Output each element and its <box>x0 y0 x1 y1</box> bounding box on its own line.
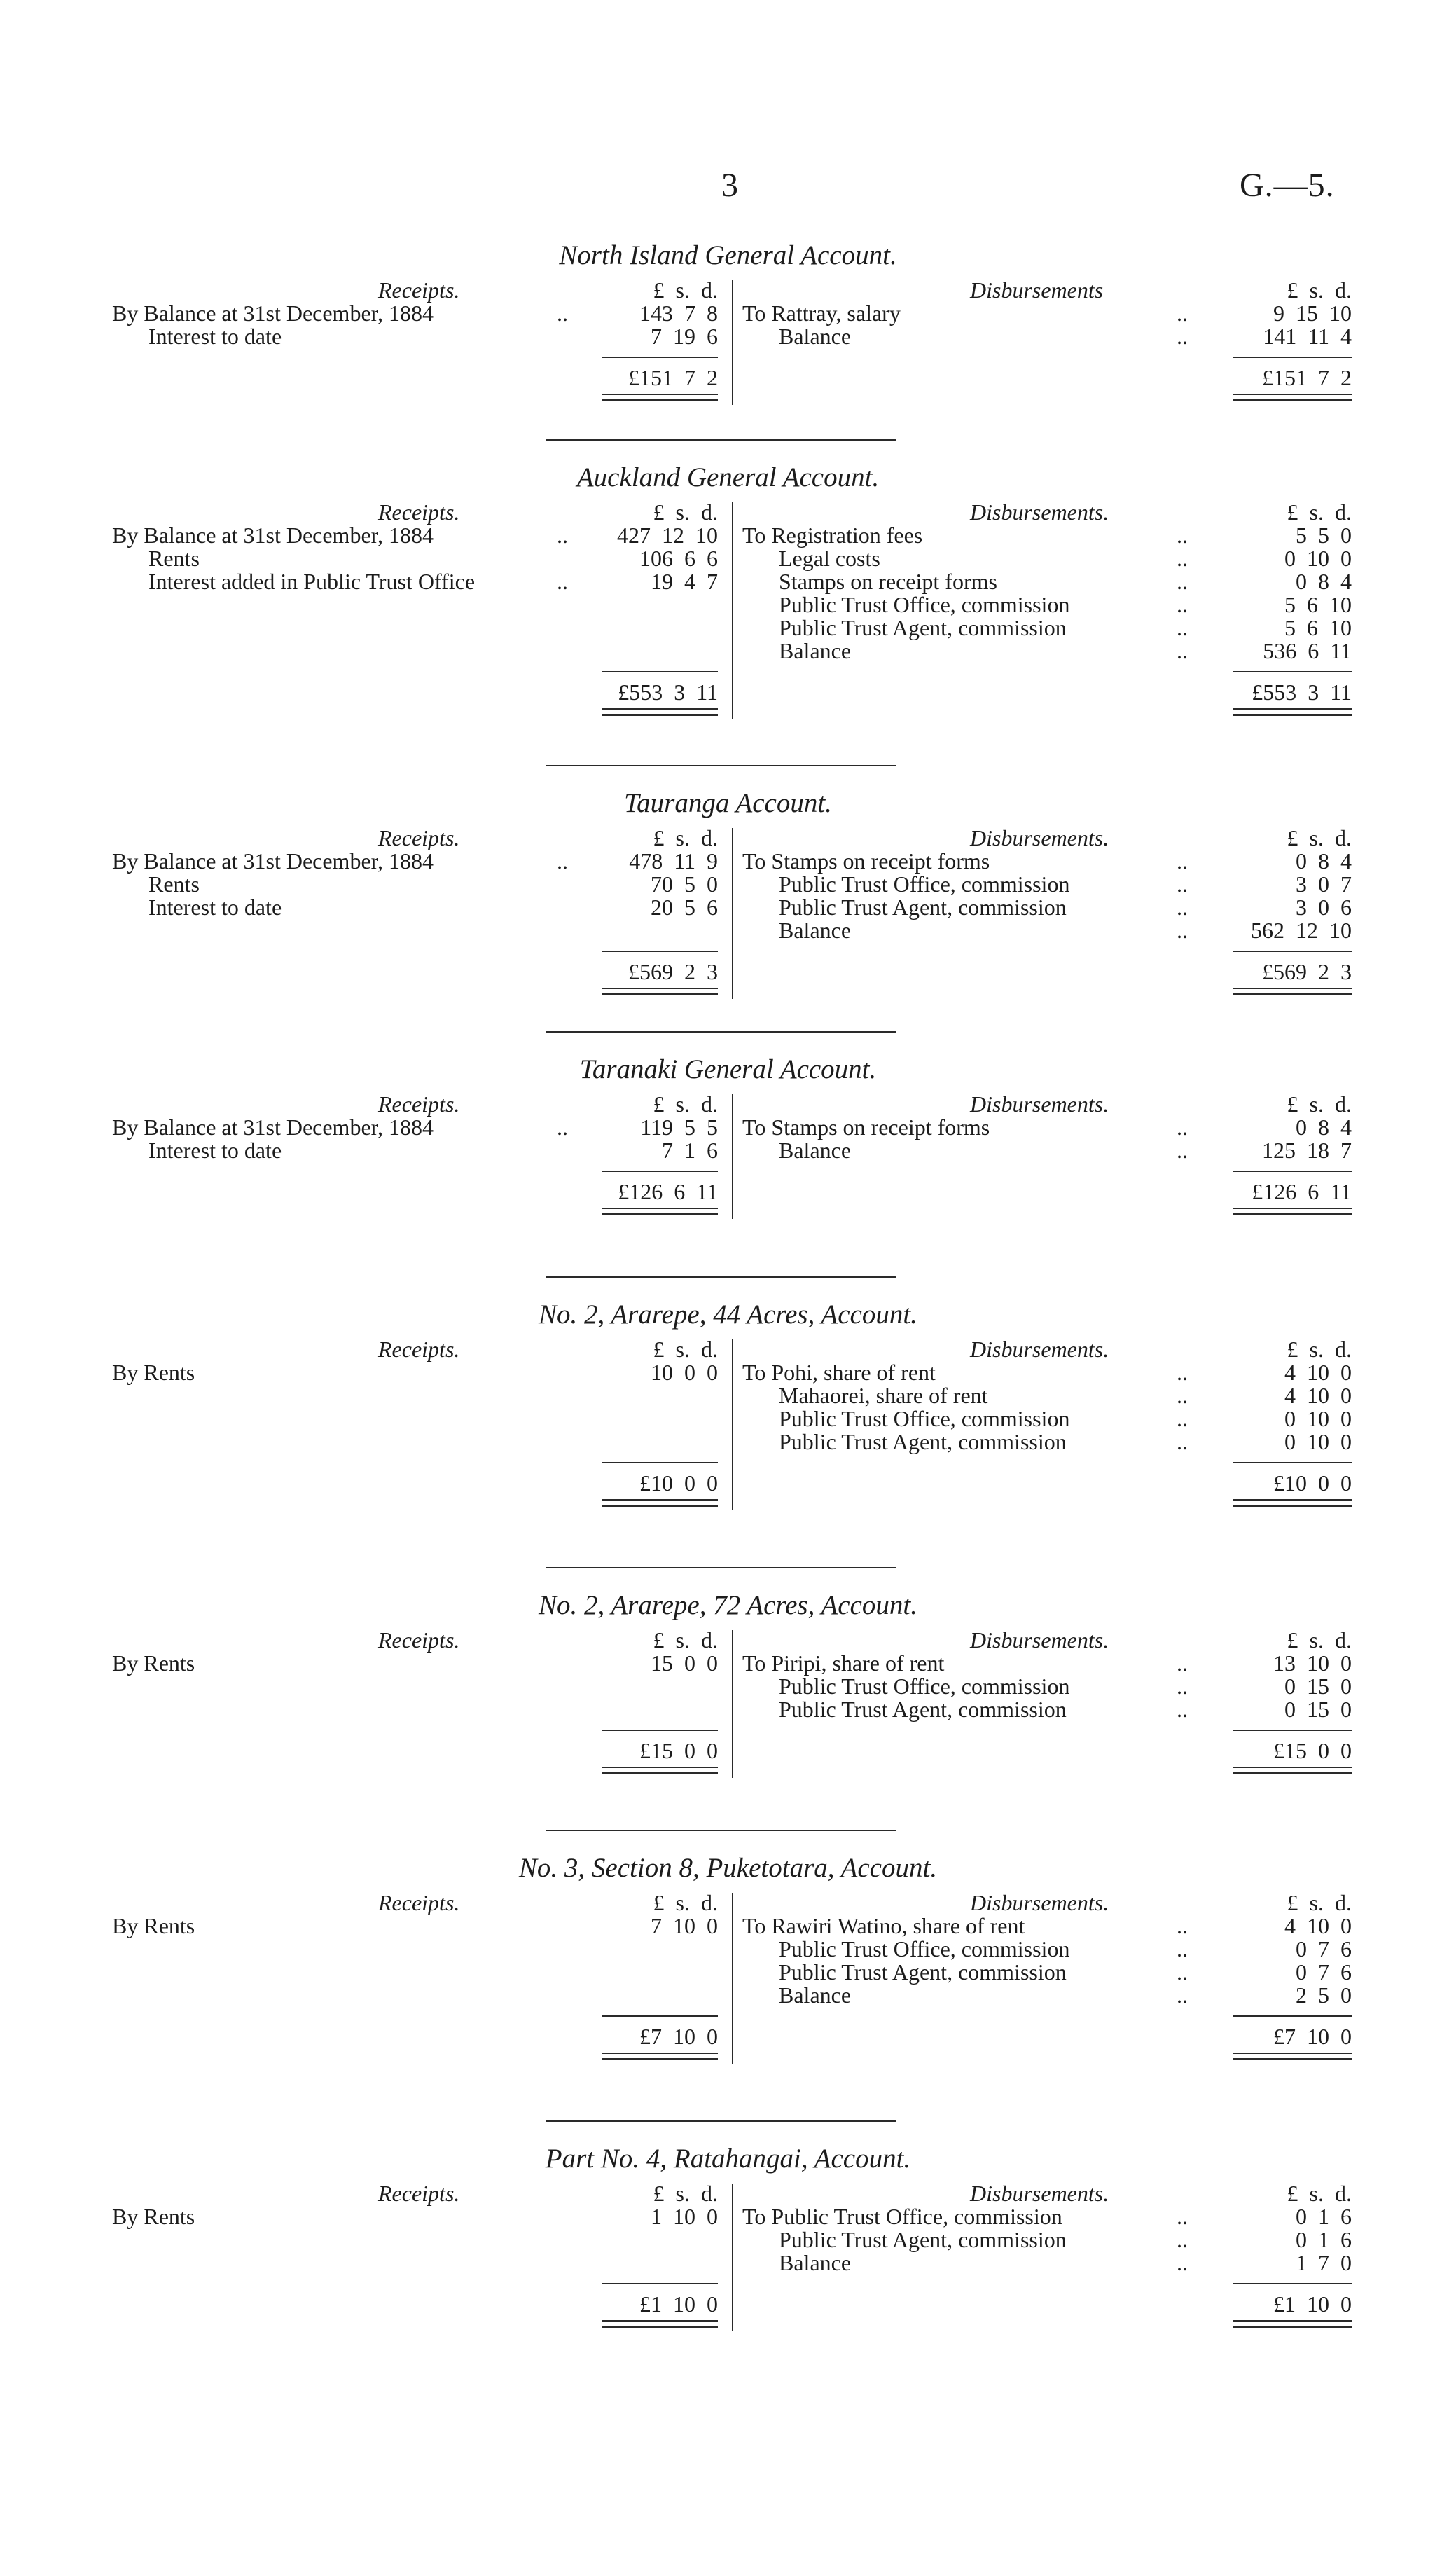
disbursement-amount: 0 8 4 <box>1296 569 1352 594</box>
receipts-double-rule <box>602 1767 718 1774</box>
disbursements-total-rule <box>1233 1730 1352 1731</box>
disbursement-label: Balance <box>779 918 852 943</box>
receipt-leader-dots: .. <box>557 523 568 548</box>
receipts-double-rule <box>602 988 718 995</box>
disbursement-leader-dots: .. <box>1177 523 1188 548</box>
disbursements-heading: Disbursements. <box>970 1627 1109 1653</box>
disbursement-leader-dots: .. <box>1177 638 1188 663</box>
disbursement-label: Public Trust Office, commission <box>779 592 1070 617</box>
disbursements-money-header: £ s. d. <box>1287 1890 1352 1915</box>
disbursements-total-rule <box>1233 2283 1352 2284</box>
disbursement-amount: 5 6 10 <box>1284 592 1352 617</box>
disbursements-double-rule <box>1233 2320 1352 2328</box>
receipts-double-rule <box>602 708 718 716</box>
disbursement-amount: 13 10 0 <box>1273 1650 1352 1676</box>
disbursement-amount: 0 1 6 <box>1296 2227 1352 2252</box>
account-block <box>0 1590 1456 1874</box>
receipts-double-rule <box>602 2320 718 2328</box>
column-divider <box>732 828 733 999</box>
disbursement-label: Mahaorei, share of rent <box>779 1383 988 1408</box>
disbursement-leader-dots: .. <box>1177 1936 1188 1961</box>
disbursement-amount: 562 12 10 <box>1251 918 1352 943</box>
disbursements-total: £126 6 11 <box>1252 1179 1352 1204</box>
receipts-double-rule <box>602 394 718 401</box>
receipt-amount: 7 10 0 <box>651 1913 718 1938</box>
disbursements-money-header: £ s. d. <box>1287 2181 1352 2206</box>
column-divider <box>732 502 733 719</box>
receipts-double-rule <box>602 1499 718 1507</box>
receipt-label: Interest to date <box>148 1138 282 1163</box>
receipts-total-rule <box>602 951 718 952</box>
receipts-money-header: £ s. d. <box>653 1890 718 1915</box>
column-divider <box>732 1893 733 2064</box>
disbursement-label: To Pohi, share of rent <box>742 1360 936 1385</box>
receipts-heading: Receipts. <box>378 1337 460 1362</box>
disbursement-leader-dots: .. <box>1177 1674 1188 1699</box>
column-divider <box>732 2184 733 2331</box>
disbursements-heading: Disbursements. <box>970 499 1109 525</box>
receipt-amount: 15 0 0 <box>651 1650 718 1676</box>
receipts-total: £569 2 3 <box>628 959 718 984</box>
disbursements-money-header: £ s. d. <box>1287 499 1352 525</box>
disbursements-total-rule <box>1233 671 1352 672</box>
receipt-amount: 143 7 8 <box>639 301 718 326</box>
receipt-label: By Rents <box>112 1360 195 1385</box>
receipt-amount: 7 19 6 <box>651 324 718 349</box>
disbursement-amount: 4 10 0 <box>1284 1360 1352 1385</box>
receipts-heading: Receipts. <box>378 2181 460 2206</box>
disbursements-heading: Disbursements <box>970 277 1104 303</box>
receipt-amount: 1 10 0 <box>651 2204 718 2229</box>
receipts-total-rule <box>602 1171 718 1172</box>
disbursements-double-rule <box>1233 708 1352 716</box>
disbursement-leader-dots: .. <box>1177 848 1188 874</box>
receipts-total-rule <box>602 671 718 672</box>
disbursement-label: Balance <box>779 638 852 663</box>
receipt-label: By Balance at 31st December, 1884 <box>112 848 434 874</box>
disbursement-leader-dots: .. <box>1177 1959 1188 1985</box>
disbursement-label: Balance <box>779 324 852 349</box>
disbursement-label: To Rattray, salary <box>742 301 901 326</box>
receipts-money-header: £ s. d. <box>653 2181 718 2206</box>
disbursement-label: Public Trust Office, commission <box>779 871 1070 897</box>
disbursements-heading: Disbursements. <box>970 2181 1109 2206</box>
column-divider <box>732 280 733 405</box>
disbursement-leader-dots: .. <box>1177 324 1188 349</box>
disbursements-heading: Disbursements. <box>970 1091 1109 1117</box>
receipts-money-header: £ s. d. <box>653 1091 718 1117</box>
disbursement-amount: 2 5 0 <box>1296 1982 1352 2008</box>
disbursements-money-header: £ s. d. <box>1287 1627 1352 1653</box>
receipts-total: £1 10 0 <box>639 2291 718 2317</box>
receipts-total-rule <box>602 1462 718 1463</box>
disbursement-amount: 0 15 0 <box>1284 1674 1352 1699</box>
account-title: No. 2, Ararepe, 44 Acres, Account. <box>539 1299 917 1330</box>
receipt-amount: 427 12 10 <box>617 523 718 548</box>
disbursement-leader-dots: .. <box>1177 1982 1188 2008</box>
disbursement-leader-dots: .. <box>1177 1138 1188 1163</box>
receipt-label: By Balance at 31st December, 1884 <box>112 301 434 326</box>
disbursements-total-rule <box>1233 357 1352 358</box>
disbursement-label: Balance <box>779 2250 852 2275</box>
section-separator <box>546 1031 896 1033</box>
disbursement-amount: 536 6 11 <box>1263 638 1352 663</box>
account-block <box>0 462 1456 746</box>
section-separator <box>546 1276 896 1278</box>
account-block <box>0 1853 1456 2137</box>
disbursement-leader-dots: .. <box>1177 569 1188 594</box>
document-reference: G.—5. <box>1240 167 1335 204</box>
disbursements-total: £7 10 0 <box>1273 2024 1352 2049</box>
receipt-leader-dots: .. <box>557 569 568 594</box>
receipts-total: £126 6 11 <box>618 1179 718 1204</box>
section-separator <box>546 1567 896 1568</box>
receipts-double-rule <box>602 1208 718 1215</box>
receipt-amount: 10 0 0 <box>651 1360 718 1385</box>
disbursement-leader-dots: .. <box>1177 1913 1188 1938</box>
disbursement-amount: 3 0 7 <box>1296 871 1352 897</box>
disbursement-label: Public Trust Office, commission <box>779 1674 1070 1699</box>
receipts-money-header: £ s. d. <box>653 1337 718 1362</box>
receipt-amount: 7 1 6 <box>662 1138 718 1163</box>
disbursement-label: Legal costs <box>779 546 880 571</box>
disbursement-leader-dots: .. <box>1177 871 1188 897</box>
disbursement-label: To Public Trust Office, commission <box>742 2204 1062 2229</box>
disbursement-amount: 0 8 4 <box>1296 848 1352 874</box>
receipts-total: £151 7 2 <box>628 365 718 390</box>
receipts-heading: Receipts. <box>378 277 460 303</box>
receipt-amount: 20 5 6 <box>651 895 718 920</box>
receipts-money-header: £ s. d. <box>653 277 718 303</box>
disbursements-double-rule <box>1233 394 1352 401</box>
disbursement-leader-dots: .. <box>1177 1697 1188 1722</box>
receipts-total: £10 0 0 <box>639 1470 718 1496</box>
disbursement-leader-dots: .. <box>1177 1383 1188 1408</box>
account-title: Auckland General Account. <box>576 462 880 492</box>
disbursements-money-header: £ s. d. <box>1287 1337 1352 1362</box>
disbursement-leader-dots: .. <box>1177 895 1188 920</box>
disbursements-total: £15 0 0 <box>1273 1738 1352 1763</box>
receipts-total-rule <box>602 1730 718 1731</box>
disbursement-leader-dots: .. <box>1177 1650 1188 1676</box>
account-title: No. 2, Ararepe, 72 Acres, Account. <box>539 1590 917 1620</box>
disbursements-total-rule <box>1233 2015 1352 2017</box>
disbursements-heading: Disbursements. <box>970 825 1109 850</box>
disbursement-amount: 0 7 6 <box>1296 1936 1352 1961</box>
account-block <box>0 788 1456 1072</box>
disbursement-label: Balance <box>779 1138 852 1163</box>
receipt-label: By Rents <box>112 2204 195 2229</box>
disbursements-double-rule <box>1233 2053 1352 2060</box>
receipts-total: £7 10 0 <box>639 2024 718 2049</box>
receipts-money-header: £ s. d. <box>653 499 718 525</box>
disbursement-leader-dots: .. <box>1177 918 1188 943</box>
receipt-amount: 19 4 7 <box>651 569 718 594</box>
disbursement-amount: 0 10 0 <box>1284 546 1352 571</box>
disbursement-leader-dots: .. <box>1177 615 1188 640</box>
disbursements-total: £10 0 0 <box>1273 1470 1352 1496</box>
disbursement-label: To Stamps on receipt forms <box>742 848 990 874</box>
section-separator <box>546 765 896 766</box>
disbursement-leader-dots: .. <box>1177 1406 1188 1431</box>
disbursement-leader-dots: .. <box>1177 2227 1188 2252</box>
receipts-total: £553 3 11 <box>618 680 718 705</box>
disbursement-amount: 0 1 6 <box>1296 2204 1352 2229</box>
disbursement-label: To Registration fees <box>742 523 923 548</box>
account-block <box>0 1299 1456 1583</box>
disbursements-money-header: £ s. d. <box>1287 1091 1352 1117</box>
receipts-money-header: £ s. d. <box>653 825 718 850</box>
receipts-money-header: £ s. d. <box>653 1627 718 1653</box>
disbursement-label: Public Trust Agent, commission <box>779 1429 1067 1454</box>
disbursements-double-rule <box>1233 1499 1352 1507</box>
receipts-double-rule <box>602 2053 718 2060</box>
disbursement-amount: 3 0 6 <box>1296 895 1352 920</box>
disbursement-leader-dots: .. <box>1177 592 1188 617</box>
receipt-amount: 119 5 5 <box>640 1115 718 1140</box>
receipt-label: Interest to date <box>148 324 282 349</box>
receipt-amount: 478 11 9 <box>629 848 718 874</box>
receipt-label: By Balance at 31st December, 1884 <box>112 1115 434 1140</box>
disbursement-label: Public Trust Office, commission <box>779 1936 1070 1961</box>
disbursement-label: To Stamps on receipt forms <box>742 1115 990 1140</box>
account-title: Part No. 4, Ratahangai, Account. <box>545 2144 911 2174</box>
receipt-label: Rents <box>148 871 200 897</box>
disbursements-total: £553 3 11 <box>1252 680 1352 705</box>
receipts-heading: Receipts. <box>378 1091 460 1117</box>
receipt-leader-dots: .. <box>557 848 568 874</box>
receipt-label: Interest to date <box>148 895 282 920</box>
disbursements-total-rule <box>1233 1462 1352 1463</box>
disbursements-total: £1 10 0 <box>1273 2291 1352 2317</box>
disbursement-amount: 5 6 10 <box>1284 615 1352 640</box>
disbursements-total: £151 7 2 <box>1262 365 1352 390</box>
disbursement-leader-dots: .. <box>1177 1360 1188 1385</box>
receipt-amount: 106 6 6 <box>639 546 718 571</box>
column-divider <box>732 1094 733 1219</box>
disbursement-amount: 9 15 10 <box>1273 301 1352 326</box>
receipts-heading: Receipts. <box>378 499 460 525</box>
receipts-total-rule <box>602 2283 718 2284</box>
disbursements-total-rule <box>1233 1171 1352 1172</box>
disbursement-amount: 5 5 0 <box>1296 523 1352 548</box>
receipt-label: Rents <box>148 546 200 571</box>
receipt-amount: 70 5 0 <box>651 871 718 897</box>
receipt-label: By Balance at 31st December, 1884 <box>112 523 434 548</box>
disbursement-amount: 0 7 6 <box>1296 1959 1352 1985</box>
disbursement-amount: 1 7 0 <box>1296 2250 1352 2275</box>
receipt-label: By Rents <box>112 1650 195 1676</box>
disbursement-label: To Piripi, share of rent <box>742 1650 945 1676</box>
disbursement-label: To Rawiri Watino, share of rent <box>742 1913 1025 1938</box>
disbursements-double-rule <box>1233 1767 1352 1774</box>
disbursements-double-rule <box>1233 1208 1352 1215</box>
receipts-heading: Receipts. <box>378 1890 460 1915</box>
section-separator <box>546 1830 896 1831</box>
disbursement-label: Public Trust Agent, commission <box>779 1697 1067 1722</box>
disbursement-amount: 0 10 0 <box>1284 1429 1352 1454</box>
receipt-leader-dots: .. <box>557 1115 568 1140</box>
disbursements-total-rule <box>1233 951 1352 952</box>
receipt-label: By Rents <box>112 1913 195 1938</box>
disbursement-amount: 0 15 0 <box>1284 1697 1352 1722</box>
receipts-total-rule <box>602 2015 718 2017</box>
receipt-label: Interest added in Public Trust Office <box>148 569 476 594</box>
receipts-total: £15 0 0 <box>639 1738 718 1763</box>
disbursement-label: Public Trust Agent, commission <box>779 1959 1067 1985</box>
receipts-heading: Receipts. <box>378 825 460 850</box>
disbursement-leader-dots: .. <box>1177 1429 1188 1454</box>
receipt-leader-dots: .. <box>557 301 568 326</box>
disbursements-heading: Disbursements. <box>970 1890 1109 1915</box>
disbursement-leader-dots: .. <box>1177 301 1188 326</box>
disbursement-label: Public Trust Agent, commission <box>779 2227 1067 2252</box>
account-block <box>0 2144 1456 2427</box>
disbursements-double-rule <box>1233 988 1352 995</box>
disbursements-money-header: £ s. d. <box>1287 825 1352 850</box>
receipts-total-rule <box>602 357 718 358</box>
column-divider <box>732 1339 733 1510</box>
disbursement-amount: 125 18 7 <box>1262 1138 1352 1163</box>
disbursement-amount: 0 8 4 <box>1296 1115 1352 1140</box>
account-title: Tauranga Account. <box>624 788 832 818</box>
disbursement-label: Stamps on receipt forms <box>779 569 997 594</box>
disbursement-leader-dots: .. <box>1177 2204 1188 2229</box>
account-block <box>0 1054 1456 1338</box>
disbursement-label: Public Trust Office, commission <box>779 1406 1070 1431</box>
disbursement-amount: 4 10 0 <box>1284 1383 1352 1408</box>
disbursement-leader-dots: .. <box>1177 2250 1188 2275</box>
disbursement-amount: 141 11 4 <box>1263 324 1352 349</box>
column-divider <box>732 1630 733 1778</box>
receipts-heading: Receipts. <box>378 1627 460 1653</box>
page-number: 3 <box>721 167 738 204</box>
section-separator <box>546 2120 896 2122</box>
account-title: North Island General Account. <box>559 240 897 270</box>
account-title: No. 3, Section 8, Puketotara, Account. <box>518 1853 938 1883</box>
disbursement-amount: 0 10 0 <box>1284 1406 1352 1431</box>
disbursement-label: Balance <box>779 1982 852 2008</box>
disbursement-amount: 4 10 0 <box>1284 1913 1352 1938</box>
disbursement-leader-dots: .. <box>1177 546 1188 571</box>
disbursements-heading: Disbursements. <box>970 1337 1109 1362</box>
disbursements-money-header: £ s. d. <box>1287 277 1352 303</box>
disbursements-total: £569 2 3 <box>1262 959 1352 984</box>
account-title: Taranaki General Account. <box>579 1054 877 1084</box>
disbursement-label: Public Trust Agent, commission <box>779 615 1067 640</box>
disbursement-label: Public Trust Agent, commission <box>779 895 1067 920</box>
section-separator <box>546 439 896 441</box>
disbursement-leader-dots: .. <box>1177 1115 1188 1140</box>
